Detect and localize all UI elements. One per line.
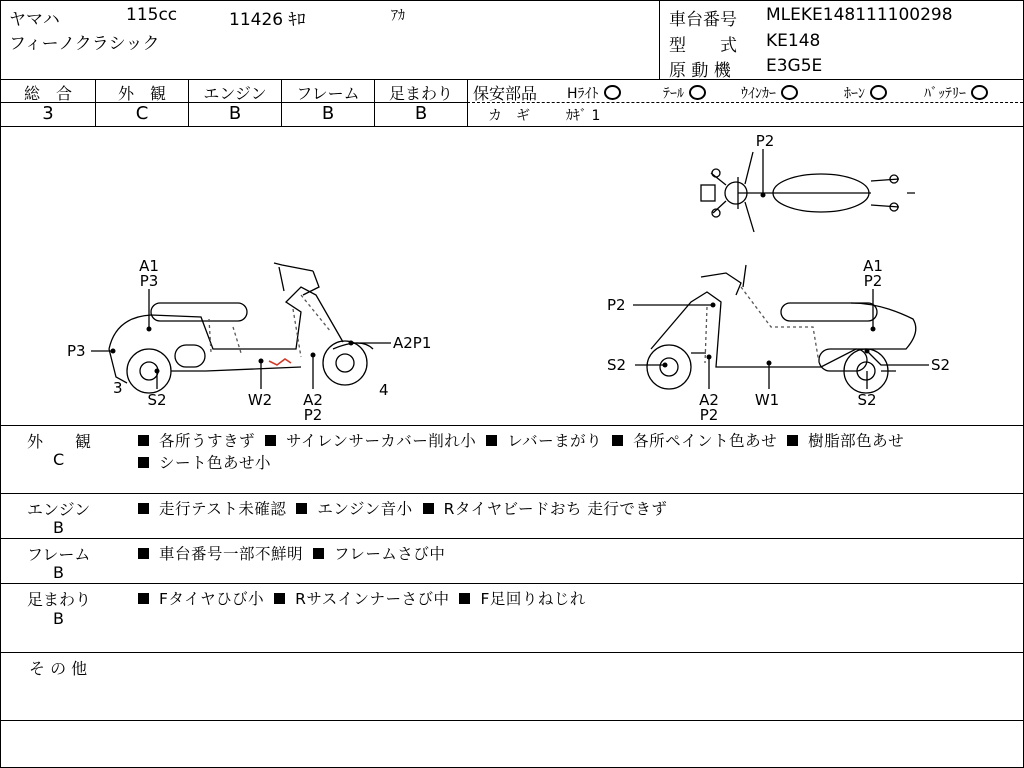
section-grade-suspension: B <box>53 609 64 628</box>
bullet-icon <box>423 503 434 514</box>
leader-lines <box>91 149 929 389</box>
bullet-icon <box>138 593 149 604</box>
diagram-label: A1 <box>863 257 883 275</box>
grade-label-suspension: 足まわり <box>388 84 453 103</box>
bullet-icon <box>274 593 285 604</box>
bullet-icon <box>138 548 149 559</box>
section-label-frame: フレーム <box>27 545 91 564</box>
bullet-icon <box>612 435 623 446</box>
diagram-label: A1 <box>139 257 159 275</box>
section-label-exterior: 外 観 <box>27 432 92 451</box>
mileage: 11426 ｷﾛ <box>229 10 306 30</box>
safety-item-label: Hﾗｲﾄ <box>567 86 599 102</box>
section-label-other: そ の 他 <box>29 659 88 678</box>
bullet-icon <box>138 503 149 514</box>
diagram-label: S2 <box>931 356 951 374</box>
frame-notes <box>138 542 455 564</box>
grade-label-overall: 総 合 <box>23 84 72 103</box>
damage-diagram <box>1 127 1023 425</box>
diagram-label: P2 <box>699 406 719 424</box>
ok-circle-icon <box>604 85 621 100</box>
note-item: フレームさび中 <box>334 545 446 563</box>
frame-no: MLEKE148111100298 <box>766 5 953 25</box>
grade-value-frame: B <box>321 103 335 124</box>
color: ｱｶ <box>391 8 405 24</box>
bullet-icon <box>459 593 470 604</box>
rule <box>1 538 1023 539</box>
diagram-label: P2 <box>607 296 626 314</box>
diagram-label: S2 <box>147 391 167 409</box>
ok-circle-icon <box>781 85 798 100</box>
ok-circle-icon <box>971 85 988 100</box>
grade-value-exterior: C <box>135 103 149 124</box>
note-item: 車台番号一部不鮮明 <box>159 545 304 563</box>
safety-item-winker <box>741 83 798 103</box>
engine-label: 原 動 機 <box>669 61 731 81</box>
header-divider <box>659 1 660 79</box>
safety-label: 保安部品 <box>473 84 538 103</box>
grade-label-exterior: 外 観 <box>117 84 166 103</box>
note-item: 走行テスト未確認 <box>159 500 287 518</box>
engine-notes <box>138 497 677 519</box>
diagram-label: P3 <box>67 342 86 360</box>
safety-item-battery <box>924 83 988 103</box>
rule <box>1 493 1023 494</box>
safety-item-headlight <box>567 83 621 103</box>
note-item: Rサスインナーさび中 <box>295 590 450 608</box>
diagram-label: S2 <box>607 356 627 374</box>
diagram-label: A2 <box>699 391 719 409</box>
diagram-label: P2 <box>863 272 883 290</box>
displacement: 115cc <box>126 5 178 25</box>
safety-item-tail <box>663 83 706 103</box>
note-item: 各所うすきず <box>159 432 256 450</box>
rule <box>1 583 1023 584</box>
diagram-label: P3 <box>139 272 159 290</box>
safety-item-label: ﾃｰﾙ <box>663 86 684 102</box>
type-value: KE148 <box>766 31 821 51</box>
note-item: レバーまがり <box>507 432 603 450</box>
frame-no-label: 車台番号 <box>669 10 737 30</box>
type-label: 型 式 <box>669 36 737 56</box>
note-item: F足回りねじれ <box>480 590 586 608</box>
diagram-label: W1 <box>754 391 780 409</box>
grade-value-engine: B <box>228 103 242 124</box>
note-item: 各所ペイント色あせ <box>633 432 778 450</box>
safety-item-label: ﾎｰﾝ <box>844 86 865 102</box>
bullet-icon <box>265 435 276 446</box>
diagram-label: 3 <box>113 379 123 397</box>
bullet-icon <box>138 435 149 446</box>
diagram-label: P2 <box>303 406 323 424</box>
rule <box>1 652 1023 653</box>
note-item: Fタイヤひび小 <box>159 590 265 608</box>
rule <box>1 720 1023 721</box>
diagram-label: A2P1 <box>393 334 432 352</box>
model-name: フィーノクラシック <box>9 34 160 54</box>
diagram-label: P2 <box>755 132 775 150</box>
grade-value-overall: 3 <box>42 103 54 124</box>
bullet-icon <box>313 548 324 559</box>
ok-circle-icon <box>870 85 887 100</box>
exterior-notes-line2 <box>138 451 281 473</box>
diagram-label: A2 <box>303 391 323 409</box>
diagram-label: S2 <box>857 391 877 409</box>
diagram-label: 4 <box>379 381 389 399</box>
note-item: 樹脂部色あせ <box>808 432 905 450</box>
key-value: ｶｷﾞ 1 <box>566 108 601 124</box>
rule <box>1 425 1023 426</box>
safety-item-label: ｳｲﾝｶｰ <box>741 86 776 102</box>
section-label-engine: エンジン <box>27 500 91 519</box>
ok-circle-icon <box>689 85 706 100</box>
bullet-icon <box>486 435 497 446</box>
section-grade-exterior: C <box>53 450 65 469</box>
exterior-notes <box>138 429 914 451</box>
section-label-suspension: 足まわり <box>27 590 92 609</box>
grade-label-frame: フレーム <box>296 84 360 103</box>
bullet-icon <box>296 503 307 514</box>
grade-value-suspension: B <box>414 103 428 124</box>
bullet-icon <box>787 435 798 446</box>
section-grade-engine: B <box>53 518 64 537</box>
note-item: サイレンサーカバー削れ小 <box>286 432 477 450</box>
rule <box>1 79 1023 80</box>
diagram-label: W2 <box>247 391 273 409</box>
section-grade-frame: B <box>53 563 64 582</box>
note-item: エンジン音小 <box>317 500 413 518</box>
key-label: カ ギ <box>488 108 530 124</box>
grade-label-engine: エンジン <box>203 84 267 103</box>
damage-points <box>111 193 876 374</box>
scratch-mark <box>269 359 291 365</box>
scooter-top-view <box>701 152 915 232</box>
engine-value: E3G5E <box>766 56 823 76</box>
bullet-icon <box>138 457 149 468</box>
note-item: シート色あせ小 <box>159 454 272 472</box>
note-item: Rタイヤビードおち 走行できず <box>443 500 668 518</box>
safety-item-label: ﾊﾞｯﾃﾘｰ <box>924 86 966 102</box>
safety-item-horn <box>844 83 887 103</box>
suspension-notes <box>138 587 596 609</box>
maker: ヤマハ <box>9 10 60 30</box>
